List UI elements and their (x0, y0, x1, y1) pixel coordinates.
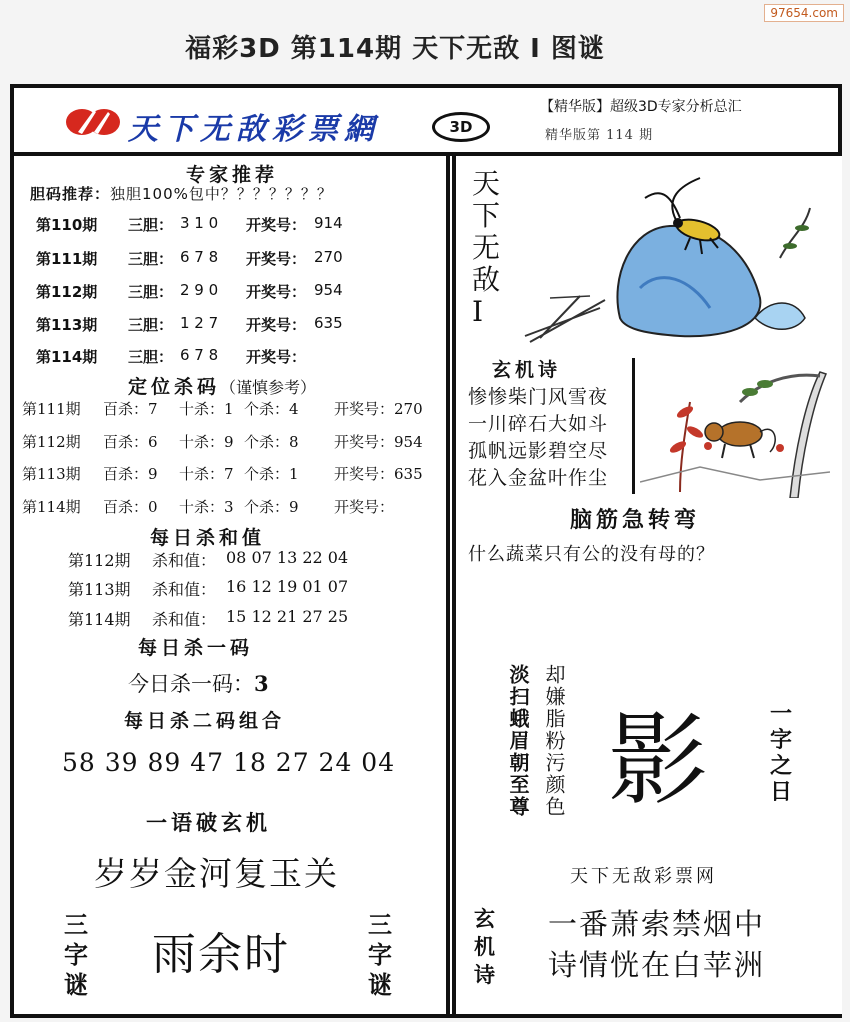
brain-teaser-title: 脑筋急转弯 (570, 508, 701, 533)
lottery-logo-icon (64, 106, 124, 138)
three-char-label-left: 三字谜 (64, 911, 88, 999)
logo-text: 天下无敌彩票網 (128, 112, 380, 147)
position-kill-row: 第113期 百杀：9 十杀：7 个杀：1 开奖号：635 (22, 465, 423, 483)
sum-kill-row: 第112期 杀和值： 08 07 13 22 04 (68, 548, 349, 570)
kill-one-title: 每日杀一码 (138, 637, 254, 659)
kill-two-title: 每日杀二码组合 (124, 710, 286, 732)
edition-label: 【精华版】超级3D专家分析总汇 (540, 99, 742, 115)
three-char-label-right: 三字谜 (368, 911, 392, 999)
sum-kill-row: 第114期 杀和值： 15 12 21 27 25 (68, 607, 349, 629)
poem-block: 惨惨柴门风雪夜 一川碎石大如斗 孤帆远影碧空尽 花入金盆叶作尘 (468, 386, 609, 489)
beetle-rock-illustration (520, 168, 820, 346)
poem-divider (632, 358, 635, 494)
vertical-title: 天 下 无 敌 I (472, 167, 501, 328)
monkey-illustration (640, 362, 830, 498)
poem-title: 玄机诗 (492, 359, 562, 381)
brain-teaser-question: 什么蔬菜只有公的没有母的？ (468, 544, 715, 565)
expert-row: 第113期 三胆： 1 2 7 开奖号： 635 (36, 314, 343, 334)
riddle-hint-label: 一字之日 (770, 702, 793, 805)
riddle-answer-char: 影 (608, 702, 708, 819)
dan-recommend: 胆码推荐：独胆100%包中？？？？？？？ (30, 185, 333, 203)
one-phrase-text: 岁岁金河复玉关 (94, 854, 339, 893)
logo-3d-badge: 3D (432, 112, 490, 142)
kill-one-line: 今日杀一码：3 (128, 671, 269, 696)
issue-line: 精华版第 114 期 (545, 128, 654, 143)
riddle-column-2: 却嫌脂粉污颜色 (542, 664, 566, 818)
position-kill-row: 第111期 百杀：7 十杀：1 个杀：4 开奖号：270 (22, 400, 423, 418)
page-title: 福彩3D 第114期 天下无敌 I 图谜 (185, 34, 605, 64)
expert-row: 第110期 三胆： 3 1 0 开奖号： 914 (36, 214, 343, 234)
position-kill-heading: 定位杀码（谨慎参考） (128, 376, 317, 398)
kill-two-numbers: 58 39 89 47 18 27 24 04 (62, 748, 396, 777)
sum-kill-title: 每日杀和值 (150, 527, 266, 549)
position-kill-row: 第114期 百杀：0 十杀：3 个杀：9 开奖号： (22, 498, 395, 516)
site-watermark[interactable]: 97654.com (764, 4, 844, 22)
expert-row: 第112期 三胆： 2 9 0 开奖号： 954 (36, 281, 343, 301)
three-char-answer: 雨余时 (152, 929, 290, 980)
expert-row: 第114期 三胆： 6 7 8 开奖号： (36, 346, 307, 366)
riddle-column-1: 淡扫蛾眉朝至尊 (506, 664, 530, 818)
poem2-block: 一番萧索禁烟中 诗情恍在白苹洲 (548, 907, 766, 982)
one-phrase-title: 一语破玄机 (146, 811, 271, 835)
position-kill-row: 第112期 百杀：6 十杀：9 个杀：8 开奖号：954 (22, 433, 423, 451)
sum-kill-row: 第113期 杀和值： 16 12 19 01 07 (68, 577, 349, 599)
expert-row: 第111期 三胆： 6 7 8 开奖号： 270 (36, 248, 343, 268)
site-name: 天下无敌彩票网 (570, 866, 717, 887)
poem2-title: 玄机诗 (474, 907, 495, 987)
expert-title: 专家推荐 (186, 164, 279, 186)
